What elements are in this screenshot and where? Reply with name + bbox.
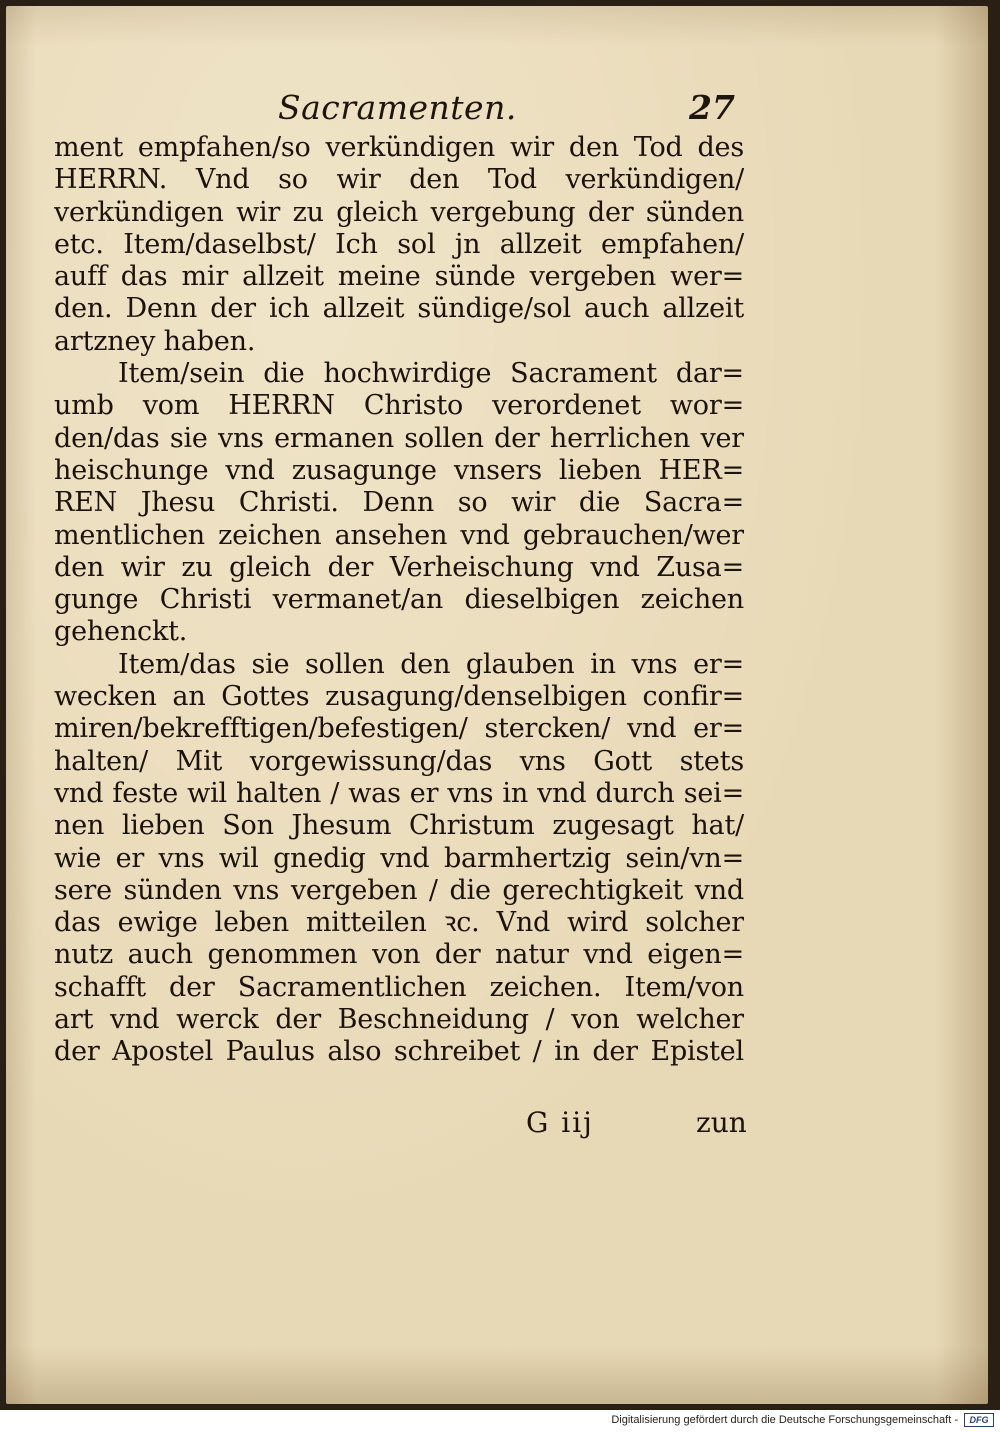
text-line: Item/das sie sollen den glauben in vns er=	[118, 648, 744, 680]
text-line: den/das sie vns ermanen sollen der herrlichen ver	[54, 422, 744, 454]
catchword: zun	[696, 1106, 747, 1139]
text-line: schafft der Sacramentlichen zeichen. Item/von	[54, 971, 744, 1003]
running-head	[6, 88, 988, 128]
text-line: wie er vns wil gnedig vnd barmhertzig sein/vn=	[54, 842, 744, 874]
dfg-logo: DFG	[964, 1413, 994, 1427]
digitization-footer	[0, 1410, 1000, 1432]
text-line: den. Denn der ich allzeit sündige/sol auch allzeit	[54, 293, 744, 325]
text-line: umb vom HERRN Christo verordenet wor=	[54, 390, 744, 422]
text-line: wecken an Gottes zusagung/denselbigen confir=	[54, 681, 744, 713]
text-line: nen lieben Son Jhesum Christum zugesagt hat/	[54, 810, 744, 842]
text-line: sere sünden vns vergeben / die gerechtigkeit vnd	[54, 874, 744, 906]
text-line: halten/ Mit vorgewissung/das vns Gott stets	[54, 745, 744, 777]
text-line: art vnd werck der Beschneidung / von welcher	[54, 1004, 744, 1036]
signature-mark: G iij	[526, 1106, 594, 1139]
text-line: REN Jhesu Christi. Denn so wir die Sacra=	[54, 487, 744, 519]
text-line: Item/sein die hochwirdige Sacrament dar=	[118, 358, 744, 390]
page-number: 27	[689, 88, 735, 127]
text-line: der Apostel Paulus also schreibet / in der Epistel	[54, 1036, 744, 1068]
text-line: nutz auch genommen von der natur vnd eigen=	[54, 939, 744, 971]
running-head-title: Sacramenten.	[278, 88, 517, 127]
text-line: etc. Item/daselbst/ Ich sol jn allzeit empfahen/	[54, 228, 744, 260]
text-line: HERRN. Vnd so wir den Tod verkündigen/	[54, 164, 744, 196]
text-line: vnd feste wil halten / was er vns in vnd durch sei=	[54, 777, 744, 809]
text-line: gunge Christi vermanet/an dieselbigen zeichen	[54, 584, 744, 616]
text-line: ment empfahen/so verkündigen wir den Tod des	[54, 132, 744, 163]
funding-credit: Digitalisierung gefördert durch die Deutsche Forschungsgemeinschaft -	[611, 1414, 958, 1426]
text-line: auff das mir allzeit meine sünde vergeben wer=	[54, 261, 744, 293]
text-line: heischunge vnd zusagunge vnsers lieben HER=	[54, 454, 744, 486]
text-line: artzney haben.	[54, 325, 256, 357]
text-line: verkündigen wir zu gleich vergebung der sünden	[54, 196, 744, 228]
body-text	[54, 132, 744, 1069]
text-line: mentlichen zeichen ansehen vnd gebrauchen/wer	[54, 519, 744, 551]
catchwords-line	[6, 1106, 988, 1142]
text-line: das ewige leben mitteilen ꝛc. Vnd wird solcher	[54, 907, 744, 939]
text-line: miren/bekrefftigen/befestigen/ stercken/ vnd er=	[54, 713, 744, 745]
text-line: den wir zu gleich der Verheischung vnd Zusa=	[54, 551, 744, 583]
text-line: gehenckt.	[54, 616, 188, 648]
book-page	[6, 6, 988, 1404]
